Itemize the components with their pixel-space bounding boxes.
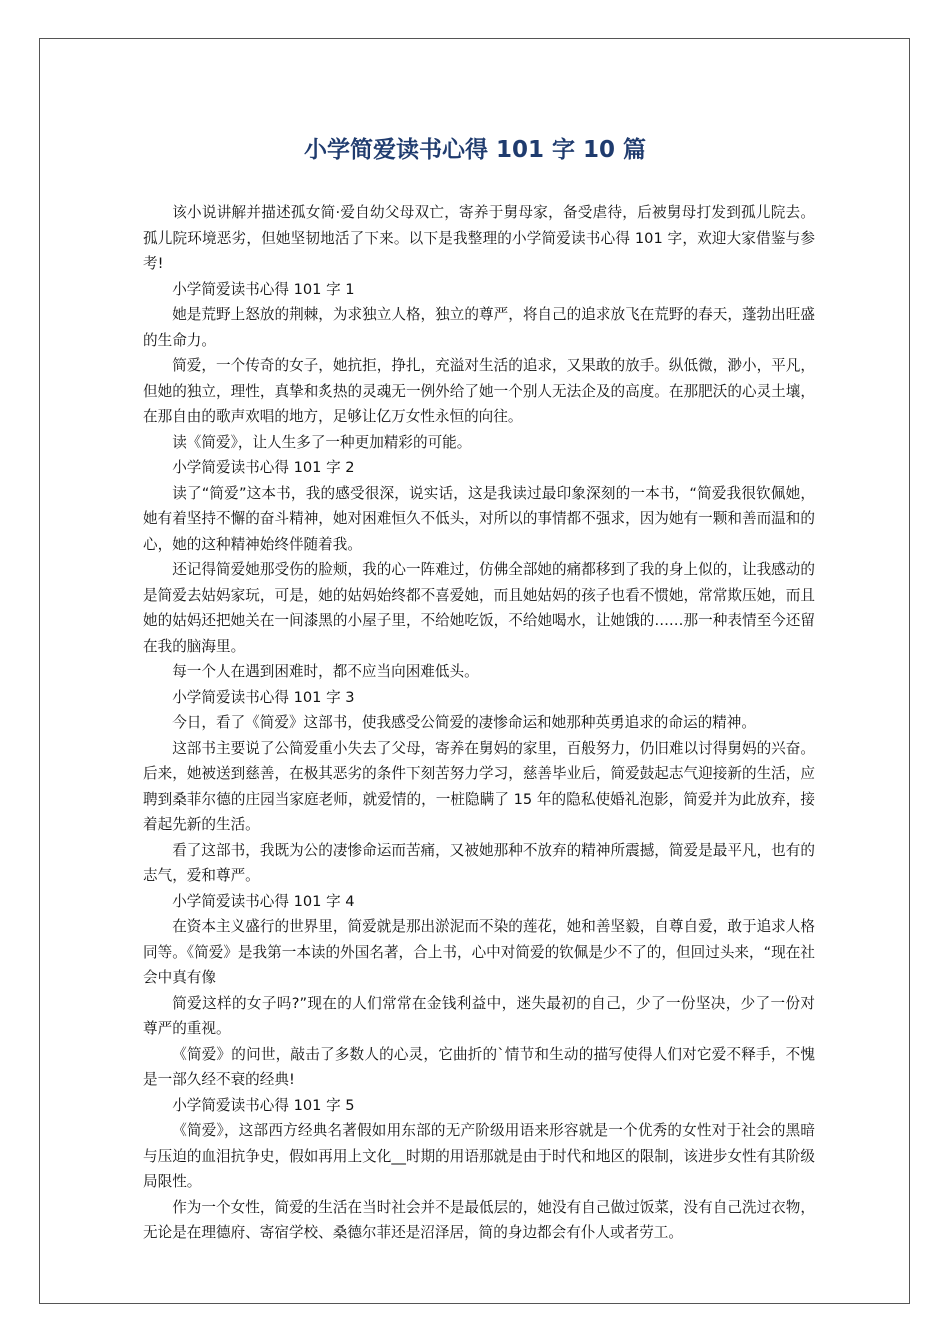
document-title: 小学简爱读书心得 101 字 10 篇 [303,137,647,163]
body-paragraph: 《简爱》的问世，敲击了多数人的心灵，它曲折的`情节和生动的描写使得人们对它爱不释手，不愧是一部久经不衰的经典! [143,1045,815,1088]
section-heading: 小学简爱读书心得 101 字 2 [172,459,355,476]
body-paragraph: 简爱，一个传奇的女子，她抗拒，挣扎，充溢对生活的追求，又果敢的放手。纵低微，渺小，平凡，但她的独立，理性，真挚和炙热的灵魂无一例外给了她一个别人无法企及的高度。在那肥沃的心灵土壤，在那自由的歌声欢唱的地方，足够让亿万女性永恒的向往。 [143,357,815,425]
body-paragraph: 今日，看了《简爱》这部书，使我感受公简爱的凄惨命运和她那种英勇追求的命运的精神。 [172,714,756,731]
intro-paragraph: 该小说讲解并描述孤女简·爱自幼父母双亡，寄养于舅母家，备受虐待，后被舅母打发到孤儿院去。孤儿院环境恶劣，但她坚韧地活了下来。以下是我整理的小学简爱读书心得 101 字，欢迎大家借鉴与参考! [143,204,815,272]
body-paragraph: 读了“简爱”这本书，我的感受很深，说实话，这是我读过最印象深刻的一本书，“简爱我很钦佩她，她有着坚持不懈的奋斗精神，她对困难恒久不低头，对所以的事情都不强求，因为她有一颗和善而温和的心，她的这种精神始终伴随着我。 [143,484,815,553]
body-paragraph: 读《简爱》，让人生多了一种更加精彩的可能。 [172,433,472,451]
body-paragraph: 《简爱》，这部西方经典名著假如用东部的无产阶级用语来形容就是一个优秀的女性对于社会的黑暗与压迫的血泪抗争史，假如再用上文化__时期的用语那就是由于时代和地区的限制，该进步女性有其阶级局限性。 [143,1122,815,1190]
body-paragraph: 简爱这样的女子吗?”现在的人们常常在金钱利益中，迷失最初的自己，少了一份坚决，少了一份对尊严的重视。 [143,994,815,1037]
document-body [143,200,815,1246]
body-paragraph: 看了这部书，我既为公的凄惨命运而苦痛，又被她那种不放弃的精神所震撼，简爱是最平凡，也有的志气，爱和尊严。 [143,841,815,884]
body-paragraph: 在资本主义盛行的世界里，简爱就是那出淤泥而不染的莲花，她和善坚毅，自尊自爱，敢于追求人格同等。《简爱》是我第一本读的外国名著，合上书，心中对简爱的钦佩是少不了的，但回过头来，“现在社会中真有像 [143,918,815,986]
body-paragraph: 这部书主要说了公简爱重小失去了父母，寄养在舅妈的家里，百般努力，仍旧难以讨得舅妈的兴奋。后来，她被送到慈善，在极其恶劣的条件下刻苦努力学习，慈善毕业后，简爱鼓起志气迎接新的生活，应聘到桑菲尔德的庄园当家庭老师，就爱情的，一桩隐瞒了 15 年的隐私使婚礼泡影，简爱并为此放弃，接着起先新的生活。 [143,739,815,833]
body-paragraph: 还记得简爱她那受伤的脸颊，我的心一阵难过，仿佛全部她的痛都移到了我的身上似的，让我感动的是简爱去姑妈家玩，可是，她的姑妈始终都不喜爱她，而且她姑妈的孩子也看不惯她，常常欺压她，而且她的姑妈还把她关在一间漆黑的小屋子里，不给她吃饭，不给她喝水，让她饿的……那一种表情至今还留在我的脑海里。 [143,561,815,655]
section-heading: 小学简爱读书心得 101 字 4 [172,892,355,910]
body-paragraph: 每一个人在遇到困难时，都不应当向困难低头。 [172,663,479,680]
section-heading: 小学简爱读书心得 101 字 3 [172,688,355,706]
section-heading: 小学简爱读书心得 101 字 5 [172,1096,355,1114]
body-paragraph: 作为一个女性，简爱的生活在当时社会并不是最低层的，她没有自己做过饭菜，没有自己洗过衣物，无论是在理德府、寄宿学校、桑德尔菲还是沼泽居，简的身边都会有仆人或者劳工。 [143,1198,815,1241]
body-paragraph: 她是荒野上怒放的荆棘，为求独立人格，独立的尊严，将自己的追求放飞在荒野的春天，蓬勃出旺盛的生命力。 [143,306,815,349]
section-heading: 小学简爱读书心得 101 字 1 [172,280,355,298]
